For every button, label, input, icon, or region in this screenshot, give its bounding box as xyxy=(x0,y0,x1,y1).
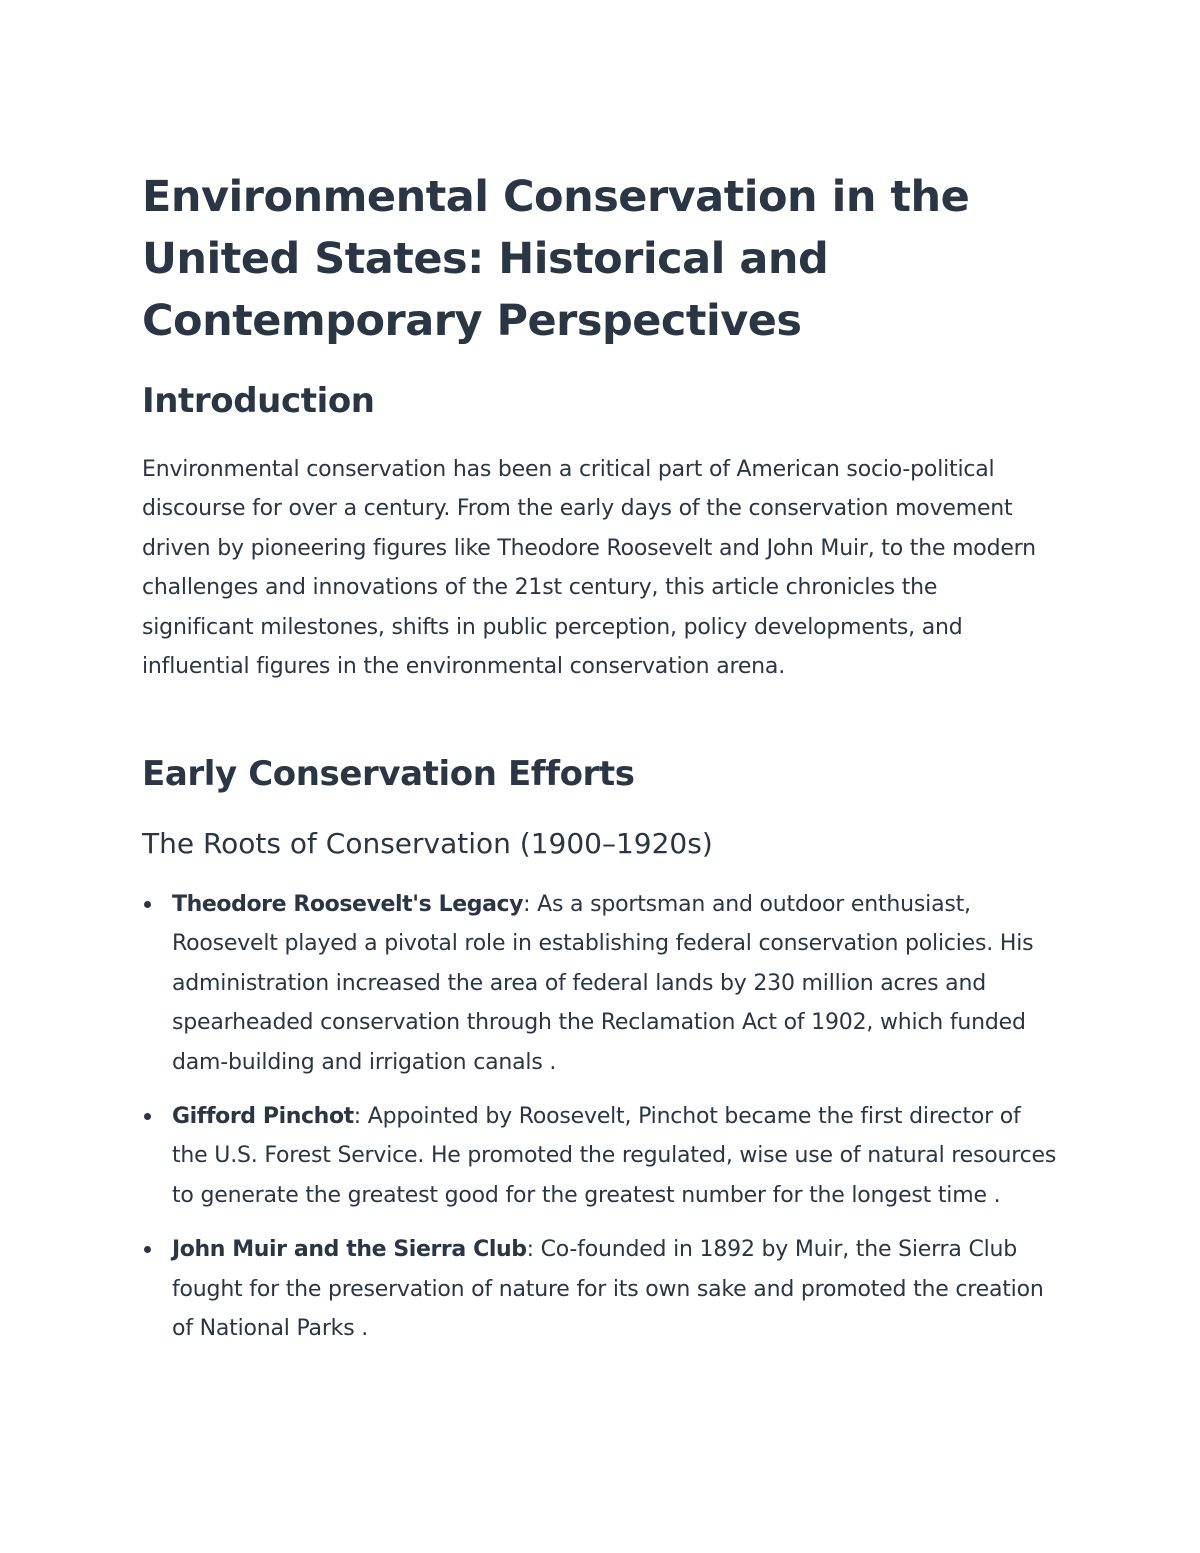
introduction-heading: Introduction xyxy=(142,381,375,421)
bullet-icon xyxy=(144,1113,151,1120)
early-conservation-heading: Early Conservation Efforts xyxy=(142,754,635,794)
list-item-text: : Co-founded in 1892 by Muir, the Sierra Club fought for the preservation of nature for its own sake and promoted the creation of National Parks . xyxy=(172,1237,1044,1342)
document-title: Environmental Conservation in the United States: Historical and Contemporary Perspectives xyxy=(142,172,970,346)
list-item-term: Theodore Roosevelt's Legacy xyxy=(172,892,524,917)
list-item xyxy=(142,1230,1062,1348)
list-item xyxy=(142,885,1062,1082)
list-item xyxy=(142,1097,1062,1215)
roots-of-conservation-subheading: The Roots of Conservation (1900–1920s) xyxy=(142,827,713,860)
list-item-text: : Appointed by Roosevelt, Pinchot became the first director of the U.S. Forest Service. He promoted the regulated, wise use of natural resources to generate the greatest good for the greatest number for the longest time . xyxy=(172,1104,1057,1208)
bullet-icon xyxy=(144,1246,151,1253)
list-item-term: John Muir and the Sierra Club xyxy=(172,1237,527,1263)
conservation-figures-list xyxy=(142,885,1062,1363)
bullet-icon xyxy=(144,901,151,908)
introduction-paragraph: Environmental conservation has been a critical part of American socio-political discourse for over a century. From the early days of the conservation movement driven by pioneering figures like Theodore Roosevelt and John Muir, to the modern challenges and innovations of the 21st century, this article chronicles the significant milestones, shifts in public perception, policy developments, and influential figures in the environmental conservation arena. xyxy=(142,457,1036,680)
list-item-term: Gifford Pinchot xyxy=(172,1104,354,1130)
list-item-text: : As a sportsman and outdoor enthusiast, Roosevelt played a pivotal role in establishing federal conservation policies. His administration increased the area of federal lands by 230 million acres and spearheaded conservation through the Reclamation Act of 1902, which funded dam-building and irrigation canals . xyxy=(172,892,1034,1075)
